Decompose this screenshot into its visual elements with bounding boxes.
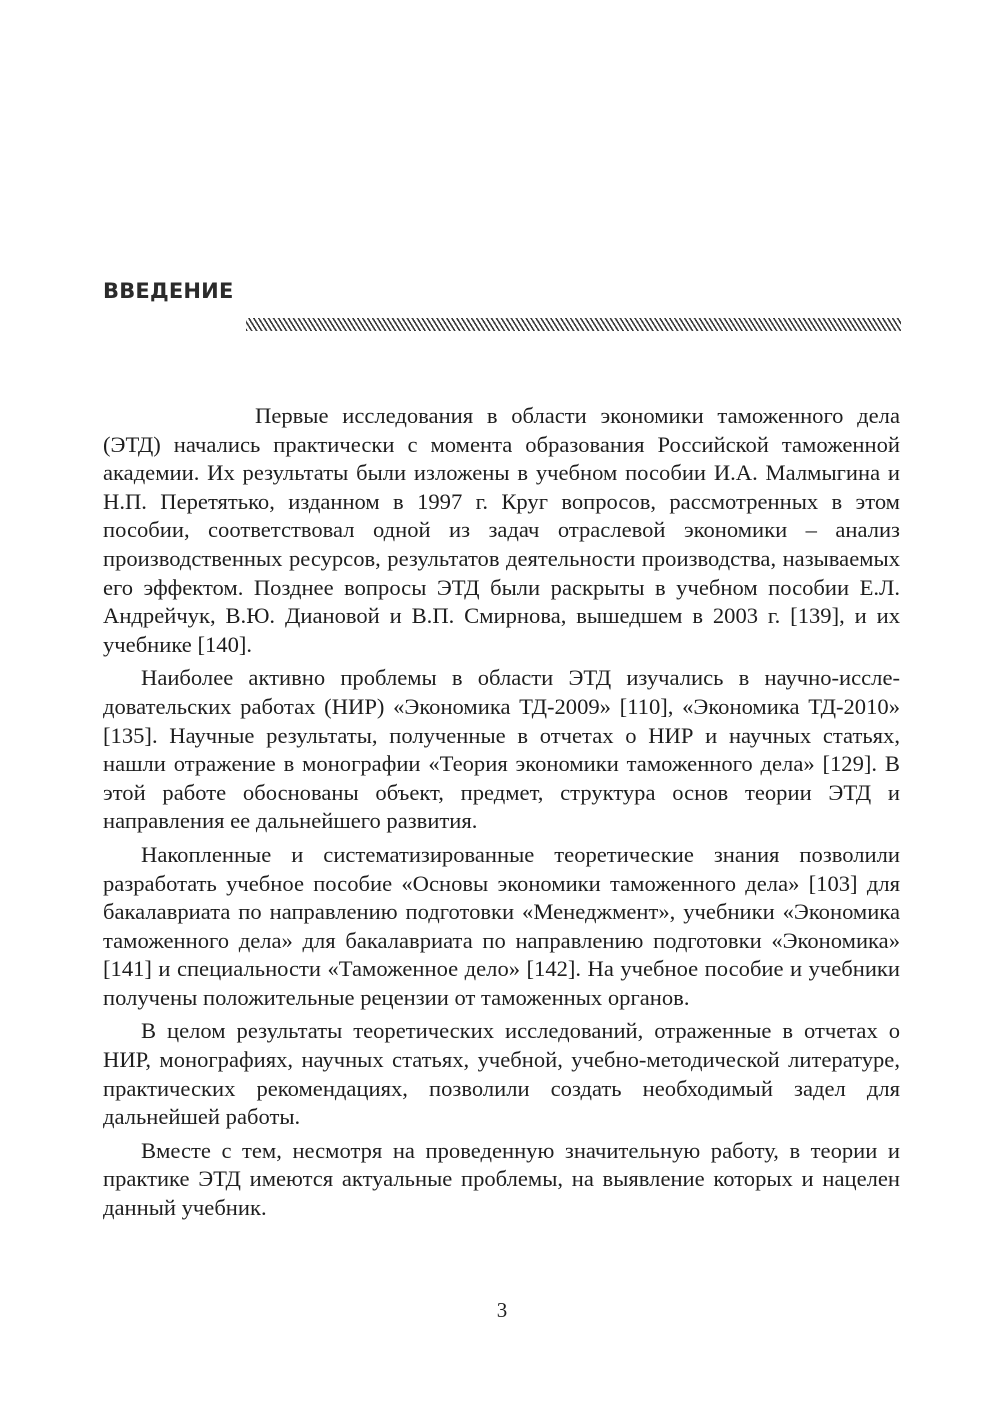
paragraph-3: Накопленные и систематизированные теоретические знания позволили разработать учебное пособие «Основы экономики таможенного дела» [103] для бакалавриата по направлению подготовки «Менеджмент», учебники «Экономика таможенного дела» для бакалавриата по направлению подготовки «Экономика» [141] и специальности «Таможенное дело» [142]. На учебное пособие и учебники получены положительные рецензии от таможенных органов.: [103, 841, 900, 1010]
page-number: 3: [496, 1298, 508, 1322]
paragraph-2: Наиболее активно проблемы в области ЭТД изучались в научно-исследовательских работах (НИР) «Экономика ТД-2009» [110], «Экономика ТД-2010» [135]. Научные результаты, полученные в отчетах о НИР и научных статьях, нашли отражение в монографии «Теория экономики таможенного дела» [129]. В этой работе обоснованы объект, предмет, структура основ теории ЭТД и направления ее дальнейшего развития.: [103, 665, 900, 834]
hatched-divider: [246, 318, 901, 331]
paragraph-4: В целом результаты теоретических исследований, отраженные в отчетах о НИР, монографиях, научных статьях, учебной, учебно-методической литературе, практических рекомендациях, позволили создать необходимый задел для дальнейшей работы.: [103, 1018, 900, 1130]
section-heading: ВВЕДЕНИЕ: [103, 279, 234, 303]
paragraph-5: Вместе с тем, несмотря на проведенную значительную работу, в теории и практике ЭТД имеются актуальные проблемы, на выявление которых и нацелен данный учебник.: [103, 1137, 900, 1221]
paragraph-1: Первые исследования в области экономики таможенного дела (ЭТД) начались практически с момента образования Российской таможенной академии. Их результаты были изложены в учебном пособии И.А. Малмыгина и Н.П. Перетятько, изданном в 1997 г. Круг вопросов, рассмотренных в этом пособии, соответствовал одной из задач отраслевой экономики – анализ производственных ресурсов, результатов деятельности производства, называемых его эффектом. Позднее вопросы ЭТД были раскрыты в учебном пособии Е.Л. Андрейчук, В.Ю. Диановой и В.П. Смирнова, вышедшем в 2003 г. [139], и их учебнике [140].: [103, 403, 900, 657]
body-text: [103, 402, 900, 1228]
